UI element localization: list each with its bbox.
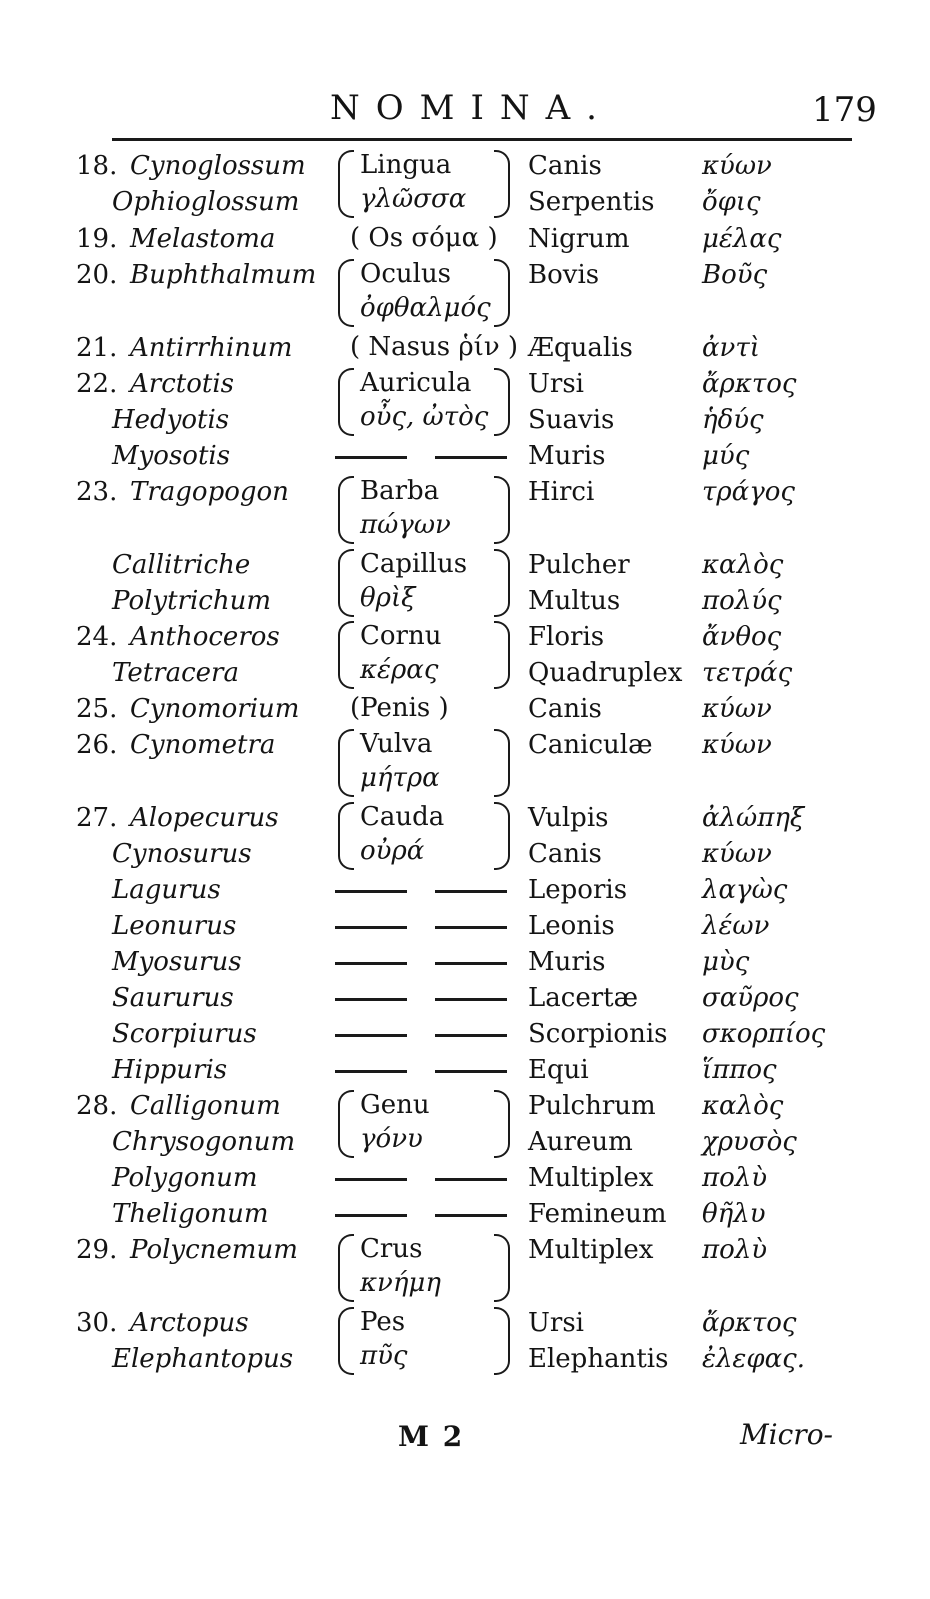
table-row: [0, 221, 930, 258]
table-row: [0, 257, 930, 323]
greek-root: γόνυ: [360, 1124, 423, 1154]
table-row: [0, 727, 930, 793]
entry-number: 30.: [76, 1308, 118, 1338]
header-rule: [112, 138, 852, 141]
entry-number: 23.: [76, 477, 118, 507]
latin-name: Cynomorium: [130, 694, 300, 724]
table-row: [0, 583, 930, 620]
greek-root: κνήμη: [360, 1268, 441, 1298]
latin-name: Cynoglossum: [130, 151, 306, 181]
etymology-pair: [338, 1232, 510, 1302]
entry-number: 27.: [76, 803, 118, 833]
entry-number: 18.: [76, 151, 118, 181]
greek-root: πῦς: [360, 1341, 408, 1371]
latin-name: Calligonum: [130, 1091, 281, 1121]
latin-name: Saururus: [112, 983, 234, 1013]
greek-root: μήτρα: [360, 763, 440, 793]
right-brace: [494, 476, 510, 544]
right-brace: [494, 1234, 510, 1302]
ditto-dashes: [335, 944, 510, 980]
left-brace: [338, 729, 354, 797]
table-row: [0, 1124, 930, 1161]
latin-root: Lingua: [360, 150, 452, 180]
greek-root: οὖς, ὠτὸς: [360, 402, 489, 432]
dash: [435, 1070, 507, 1073]
table-row: [0, 655, 930, 692]
latin-name: Scorpiurus: [112, 1019, 257, 1049]
root-word: ( Nasus ῥίν ): [350, 332, 519, 362]
latin-name: Antirrhinum: [130, 333, 293, 363]
table-row: [0, 872, 930, 909]
greek-word: Βοῦς: [702, 260, 768, 290]
greek-word: ἄρκτος: [702, 369, 797, 399]
latin-root: Cornu: [360, 621, 442, 651]
greek-word: πολύς: [702, 586, 782, 616]
page-header: [0, 88, 930, 138]
ditto-dashes: [335, 1052, 510, 1088]
latin-root: Vulva: [360, 729, 433, 759]
root-word: (Penis ): [350, 693, 449, 723]
latin-name: Hedyotis: [112, 405, 230, 435]
table-row: [0, 184, 930, 221]
latin-name: Polycnemum: [130, 1235, 298, 1265]
latin-name: Melastoma: [130, 224, 276, 254]
ditto-dashes: [335, 1016, 510, 1052]
latin-root: Pes: [360, 1307, 406, 1337]
latin-meaning: Multus: [528, 586, 621, 616]
latin-meaning: Hirci: [528, 477, 595, 507]
dash: [435, 1178, 507, 1181]
table-row: [0, 1232, 930, 1298]
latin-meaning: Canis: [528, 151, 602, 181]
latin-name: Arctotis: [130, 369, 234, 399]
dash: [335, 1034, 407, 1037]
table-row: [0, 980, 930, 1017]
latin-root: Barba: [360, 476, 440, 506]
greek-word: μὺς: [702, 947, 750, 977]
latin-name: Tragopogon: [130, 477, 289, 507]
latin-meaning: Ursi: [528, 369, 584, 399]
page-number: 179: [812, 90, 877, 130]
signature-mark: M 2: [398, 1420, 465, 1453]
table-row: [0, 1052, 930, 1089]
latin-meaning: Suavis: [528, 405, 615, 435]
greek-root: κέρας: [360, 655, 439, 685]
latin-name: Arctopus: [130, 1308, 249, 1338]
greek-word: κύων: [702, 730, 772, 760]
greek-word: ἡδύς: [702, 405, 764, 435]
ditto-dashes: [335, 1196, 510, 1232]
latin-root: Capillus: [360, 549, 468, 579]
greek-word: ὄφις: [702, 187, 761, 217]
latin-meaning: Leporis: [528, 875, 628, 905]
latin-meaning: Canis: [528, 839, 602, 869]
table-row: [0, 691, 930, 728]
greek-word: καλὸς: [702, 1091, 784, 1121]
table-row: [0, 438, 930, 475]
entry-number: 19.: [76, 224, 118, 254]
etymology-pair: [338, 727, 510, 797]
dash: [335, 1070, 407, 1073]
left-brace: [338, 476, 354, 544]
latin-meaning: Lacertæ: [528, 983, 639, 1013]
latin-name: Ophioglossum: [112, 187, 300, 217]
table-row: [0, 908, 930, 945]
dash: [435, 1034, 507, 1037]
entry-number: 20.: [76, 260, 118, 290]
dash: [335, 456, 407, 459]
entry-number: 21.: [76, 333, 118, 363]
latin-root: Genu: [360, 1090, 430, 1120]
dash: [335, 998, 407, 1001]
greek-word: ἀλώπηξ: [702, 803, 805, 833]
greek-word: ἄνθος: [702, 622, 782, 652]
latin-meaning: Pulcher: [528, 550, 630, 580]
greek-word: καλὸς: [702, 550, 784, 580]
root-word: ( Os σόμα ): [350, 223, 498, 253]
latin-meaning: Canis: [528, 694, 602, 724]
latin-name: Cynometra: [130, 730, 276, 760]
latin-root: Oculus: [360, 259, 452, 289]
latin-meaning: Ursi: [528, 1308, 584, 1338]
greek-word: κύων: [702, 151, 772, 181]
table-row: [0, 1341, 930, 1378]
latin-meaning: Muris: [528, 947, 606, 977]
latin-name: Tetracera: [112, 658, 239, 688]
latin-name: Leonurus: [112, 911, 237, 941]
ditto-dashes: [335, 438, 510, 474]
greek-word: κύων: [702, 694, 772, 724]
latin-name: Hippuris: [112, 1055, 228, 1085]
left-brace: [338, 1234, 354, 1302]
greek-word: θῆλυ: [702, 1199, 766, 1229]
greek-word: μύς: [702, 441, 750, 471]
latin-meaning: Leonis: [528, 911, 615, 941]
latin-name: Elephantopus: [112, 1344, 294, 1374]
right-brace: [494, 259, 510, 327]
latin-root: Cauda: [360, 802, 445, 832]
left-brace: [338, 259, 354, 327]
entry-number: 24.: [76, 622, 118, 652]
latin-name: Cynosurus: [112, 839, 252, 869]
ditto-dashes: [335, 908, 510, 944]
catchword: Micro-: [740, 1418, 834, 1451]
greek-word: πολὺ: [702, 1235, 768, 1265]
greek-word: σκορπίος: [702, 1019, 826, 1049]
latin-name: Polygonum: [112, 1163, 258, 1193]
ditto-dashes: [335, 1160, 510, 1196]
latin-meaning: Caniculæ: [528, 730, 653, 760]
latin-root: Auricula: [360, 368, 472, 398]
greek-word: λέων: [702, 911, 770, 941]
greek-word: ἐλεφας.: [702, 1344, 805, 1374]
entry-number: 28.: [76, 1091, 118, 1121]
latin-meaning: Quadruplex: [528, 658, 683, 688]
latin-meaning: Vulpis: [528, 803, 609, 833]
dash: [435, 1214, 507, 1217]
ditto-dashes: [335, 980, 510, 1016]
greek-root: γλῶσσα: [360, 184, 467, 214]
latin-name: Lagurus: [112, 875, 221, 905]
table-row: [0, 402, 930, 439]
table-row: [0, 1160, 930, 1197]
latin-name: Alopecurus: [130, 803, 279, 833]
greek-word: λαγὼς: [702, 875, 788, 905]
table-row: [0, 1196, 930, 1233]
latin-meaning: Femineum: [528, 1199, 667, 1229]
dash: [435, 962, 507, 965]
latin-meaning: Floris: [528, 622, 605, 652]
latin-name: Theligonum: [112, 1199, 269, 1229]
latin-name: Anthoceros: [130, 622, 280, 652]
latin-name: Myosotis: [112, 441, 231, 471]
latin-name: Buphthalmum: [130, 260, 317, 290]
running-title: NOMINA.: [330, 88, 613, 128]
greek-word: σαῦρος: [702, 983, 799, 1013]
latin-meaning: Equi: [528, 1055, 589, 1085]
greek-word: κύων: [702, 839, 772, 869]
greek-word: τράγος: [702, 477, 795, 507]
dash: [335, 1178, 407, 1181]
latin-name: Chrysogonum: [112, 1127, 296, 1157]
latin-meaning: Aureum: [528, 1127, 633, 1157]
dash: [335, 926, 407, 929]
table-row: [0, 474, 930, 540]
latin-root: Crus: [360, 1234, 423, 1264]
latin-name: Callitriche: [112, 550, 251, 580]
table-row: [0, 944, 930, 981]
greek-word: ἄρκτος: [702, 1308, 797, 1338]
dash: [435, 890, 507, 893]
latin-meaning: Multiplex: [528, 1163, 654, 1193]
etymology-pair: [338, 257, 510, 327]
greek-root: πώγων: [360, 510, 451, 540]
latin-meaning: Æqualis: [528, 333, 633, 363]
table-row: [0, 1016, 930, 1053]
greek-root: θρὶξ: [360, 583, 416, 613]
dash: [335, 962, 407, 965]
right-brace: [494, 729, 510, 797]
dash: [435, 456, 507, 459]
latin-meaning: Bovis: [528, 260, 600, 290]
latin-meaning: Serpentis: [528, 187, 655, 217]
latin-meaning: Muris: [528, 441, 606, 471]
greek-root: ὀφθαλμός: [360, 293, 491, 323]
greek-word: μέλας: [702, 224, 782, 254]
greek-word: χρυσὸς: [702, 1127, 797, 1157]
greek-word: ἵππος: [702, 1055, 777, 1085]
latin-name: Myosurus: [112, 947, 242, 977]
dash: [335, 890, 407, 893]
latin-meaning: Scorpionis: [528, 1019, 668, 1049]
entry-number: 26.: [76, 730, 118, 760]
latin-meaning: Elephantis: [528, 1344, 669, 1374]
latin-meaning: Pulchrum: [528, 1091, 656, 1121]
dash: [335, 1214, 407, 1217]
ditto-dashes: [335, 872, 510, 908]
entry-number: 29.: [76, 1235, 118, 1265]
latin-meaning: Multiplex: [528, 1235, 654, 1265]
dash: [435, 926, 507, 929]
latin-meaning: Nigrum: [528, 224, 630, 254]
latin-name: Polytrichum: [112, 586, 271, 616]
table-row: [0, 836, 930, 873]
greek-root: οὐρά: [360, 836, 425, 866]
dash: [435, 998, 507, 1001]
greek-word: πολὺ: [702, 1163, 768, 1193]
entry-number: 22.: [76, 369, 118, 399]
table-row: [0, 330, 930, 367]
greek-word: ἀντὶ: [702, 333, 760, 363]
etymology-pair: [338, 474, 510, 544]
entry-number: 25.: [76, 694, 118, 724]
greek-word: τετράς: [702, 658, 793, 688]
